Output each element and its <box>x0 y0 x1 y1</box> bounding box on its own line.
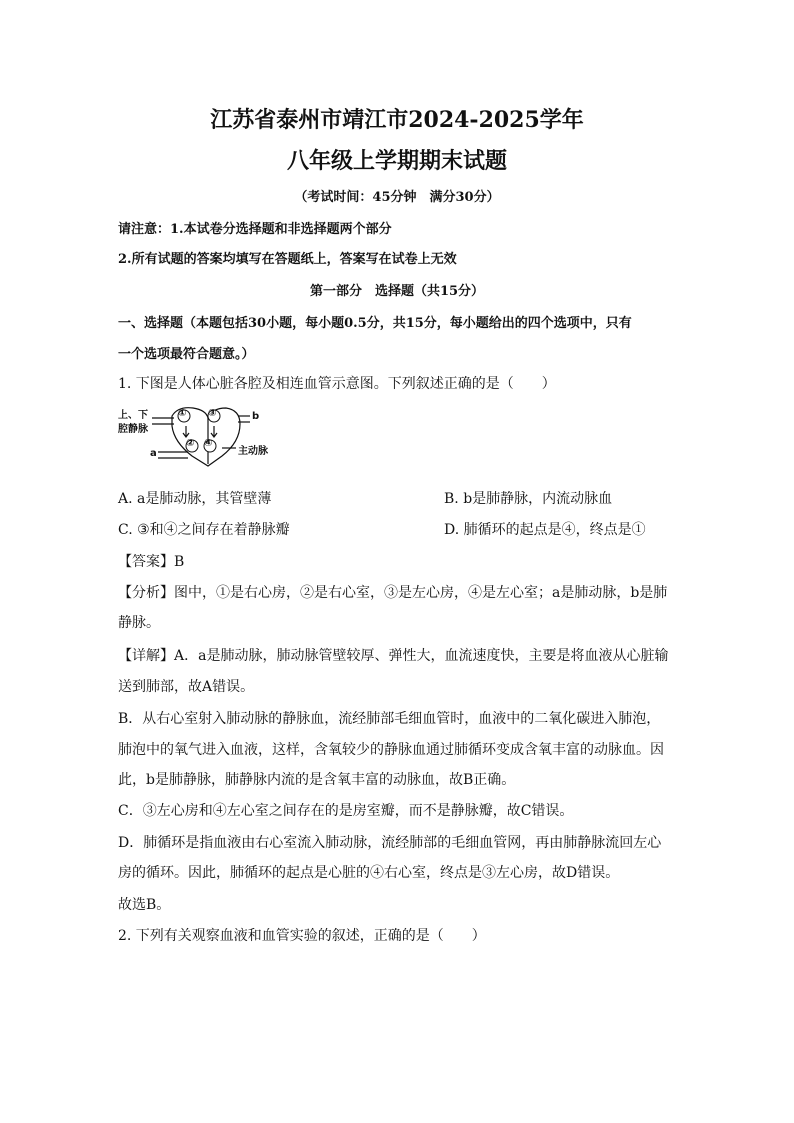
label-vena-cava-top: 上、下 <box>118 410 148 421</box>
option-a: A. a是肺动脉，其管壁薄 <box>118 491 272 507</box>
label-chamber-2: ② <box>186 438 195 449</box>
detail-line8: 房的循环。因此，肺循环的起点是心脏的④右心室，终点是③左心房，故D错误。 <box>118 865 620 881</box>
notice-line2: 2.所有试题的答案均填写在答题纸上，答案写在试卷上无效 <box>118 252 457 267</box>
detail-line7: D．肺循环是指血液由右心室流入肺动脉，流经肺部的毛细血管网，再由肺静脉流回左心 <box>118 835 662 851</box>
label-a: a <box>150 448 157 459</box>
label-chamber-3: ③ <box>208 408 217 419</box>
detail-line1: 【详解】A．a是肺动脉，肺动脉管壁较厚、弹性大，血流速度快，主要是将血液从心脏输 <box>118 648 669 664</box>
heart-diagram <box>118 402 288 472</box>
question-2-stem: 2. 下列有关观察血液和血管实验的叙述，正确的是（ ） <box>118 928 486 944</box>
answer: 【答案】B <box>118 554 185 570</box>
section-intro-line2: 一个选项最符合题意。） <box>118 347 255 362</box>
section-intro-line1: 一、选择题（本题包括30小题，每小题0.5分，共15分，每小题给出的四个选项中，只有 <box>118 316 632 331</box>
detail-line5: 此，b是肺静脉，肺静脉内流的是含氧丰富的动脉血，故B正确。 <box>118 772 516 788</box>
section-title: 第一部分 选择题（共15分） <box>309 284 485 299</box>
option-d: D. 肺循环的起点是④，终点是① <box>444 522 646 538</box>
detail-line2: 送到肺部，故A错误。 <box>118 679 255 695</box>
label-vena-cava: 腔静脉 <box>118 424 148 435</box>
detail-line6: C．③左心房和④左心室之间存在的是房室瓣，而不是静脉瓣，故C错误。 <box>118 803 574 819</box>
detail-line9: 故选B。 <box>118 897 171 913</box>
label-chamber-4: ④ <box>204 438 213 449</box>
question-1-stem: 1. 下图是人体心脏各腔及相连血管示意图。下列叙述正确的是（ ） <box>118 376 556 392</box>
detail-line4: 肺泡中的氧气进入血液，这样，含氧较少的静脉血通过肺循环变成含氧丰富的动脉血。因 <box>118 742 664 758</box>
notice-line1: 请注意：1.本试卷分选择题和非选择题两个部分 <box>118 222 392 237</box>
exam-info: （考试时间：45分钟 满分30分） <box>294 190 500 205</box>
label-chamber-1: ① <box>178 408 187 419</box>
label-aorta: 主动脉 <box>238 446 268 457</box>
exam-title-line2: 八年级上学期期末试题 <box>286 148 507 174</box>
option-b: B. b是肺静脉，内流动脉血 <box>444 491 613 507</box>
detail-line3: B．从右心室射入肺动脉的静脉血，流经肺部毛细血管时，血液中的二氧化碳进入肺泡， <box>118 711 661 727</box>
exam-title-line1: 江苏省泰州市靖江市2024-2025学年 <box>210 107 584 133</box>
analysis-line1: 【分析】图中，①是右心房，②是右心室，③是左心房，④是左心室；a是肺动脉，b是肺 <box>118 585 668 601</box>
option-c: C. ③和④之间存在着静脉瓣 <box>118 522 290 538</box>
label-b: b <box>252 411 260 422</box>
analysis-line2: 静脉。 <box>118 615 160 631</box>
